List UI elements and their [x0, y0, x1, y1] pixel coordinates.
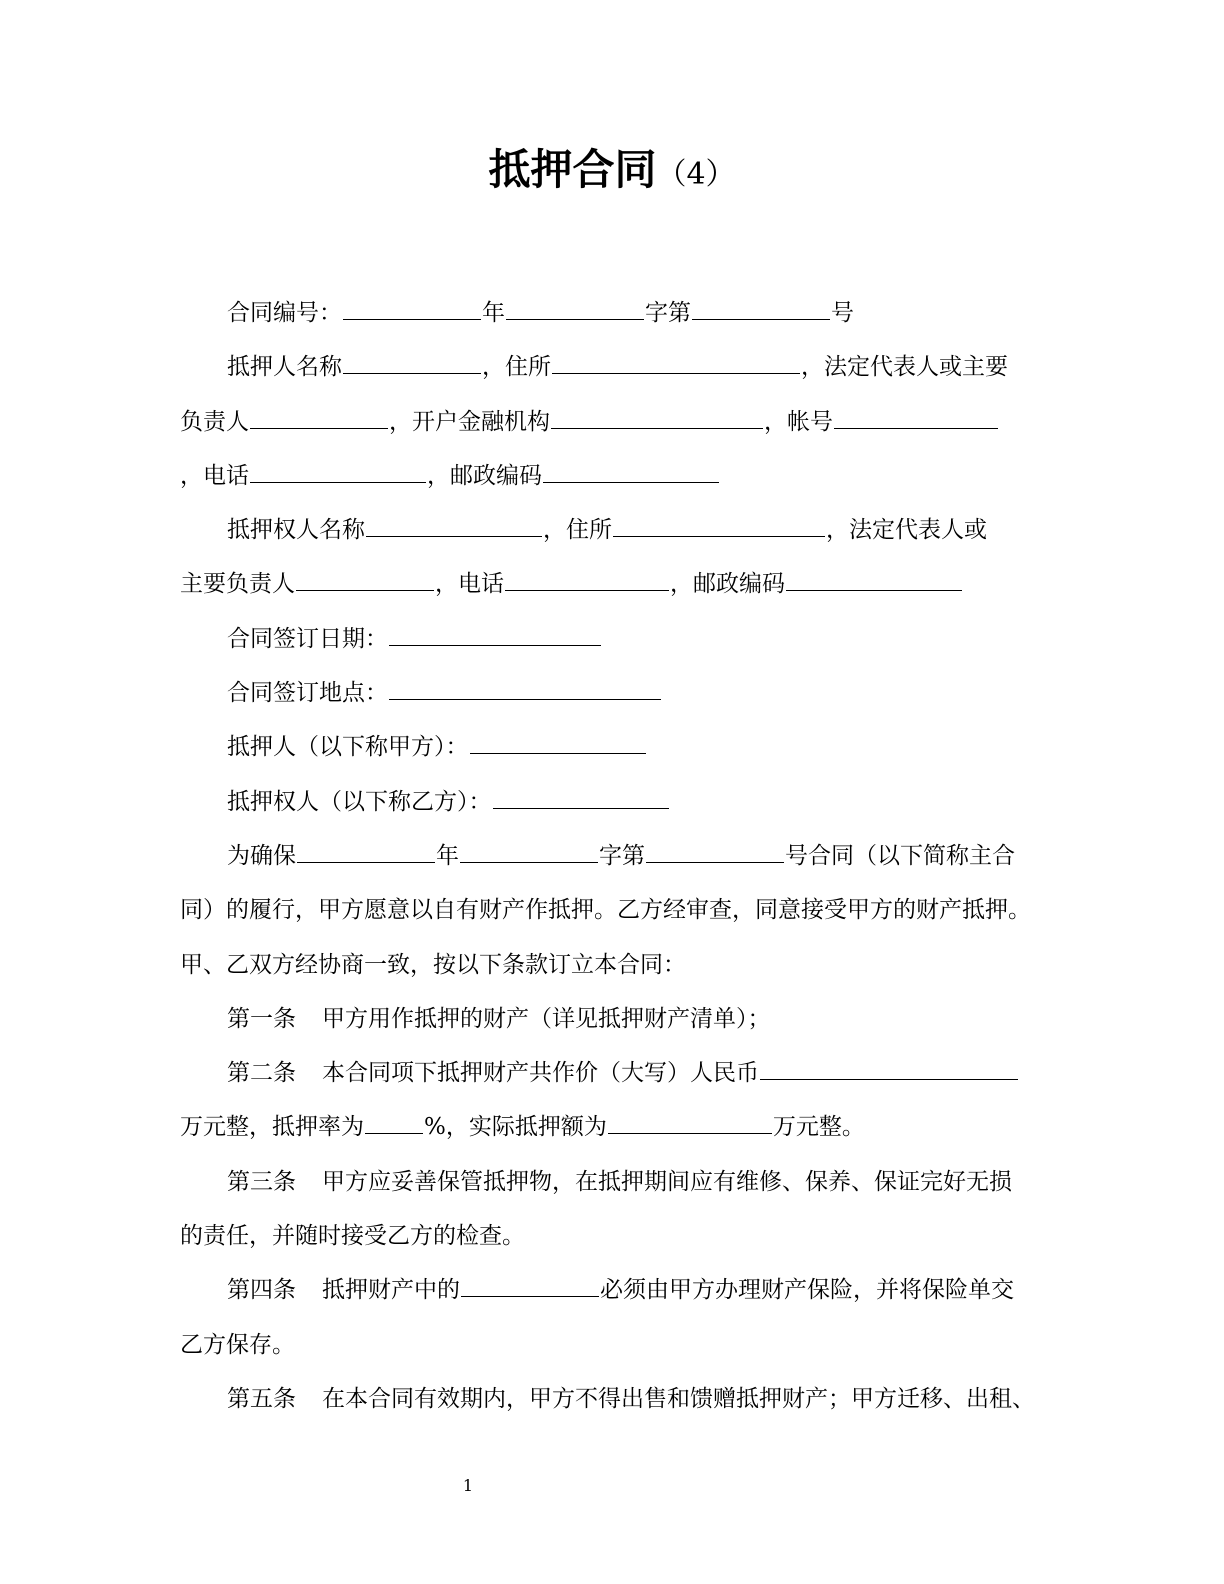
- signing-place-blank[interactable]: [389, 669, 661, 700]
- insured-property-blank[interactable]: [461, 1266, 599, 1297]
- preamble-zi-di-label: 字第: [599, 842, 645, 869]
- article-3-number: 第三条: [227, 1168, 296, 1195]
- preamble-line-2: 同）的履行，甲方愿意以自有财产作抵押。乙方经审查，同意接受甲方的财产抵押。: [180, 897, 1031, 924]
- article-1-number: 第一条: [227, 1005, 296, 1032]
- signing-date-line: [180, 612, 1060, 666]
- preamble-part1: 为确保: [227, 842, 296, 869]
- document-title: [0, 140, 1224, 205]
- preamble-line-3: 甲、乙双方经协商一致，按以下条款订立本合同：: [180, 951, 686, 978]
- zi-di-label: 字第: [645, 300, 691, 326]
- mortgagor-address-blank[interactable]: [552, 343, 800, 374]
- preamble-zi-blank[interactable]: [460, 832, 598, 863]
- page-number: 1: [462, 1476, 474, 1495]
- mortgagor-name-blank[interactable]: [343, 343, 481, 374]
- mortgagor-responsible-label: 负责人: [180, 408, 249, 435]
- article-1: [180, 992, 1060, 1046]
- hao-label: 号: [831, 300, 854, 326]
- actual-amount-blank[interactable]: [608, 1103, 772, 1134]
- contract-body: [180, 286, 1060, 1426]
- rmb-amount-blank[interactable]: [760, 1049, 1018, 1080]
- mortgagee-address-blank[interactable]: [613, 506, 825, 537]
- title-number: （4）: [656, 157, 736, 192]
- mortgagor-line-2: [180, 395, 1060, 449]
- article-3-text: 甲方应妥善保管抵押物，在抵押期间应有维修、保养、保证完好无损: [322, 1168, 1012, 1195]
- contract-number-label: 合同编号：: [227, 300, 342, 326]
- signing-place-line: [180, 666, 1060, 720]
- contract-year-blank[interactable]: [343, 289, 481, 320]
- contract-number-line: [180, 286, 1060, 340]
- mortgagor-legal-rep-label: ，法定代表人或主要: [801, 354, 1008, 381]
- article-2-line-2: [180, 1100, 1060, 1154]
- mortgagor-postal-blank[interactable]: [543, 452, 719, 483]
- preamble-year-blank[interactable]: [297, 832, 435, 863]
- party-b-line: [180, 775, 1060, 829]
- contract-no-blank[interactable]: [692, 289, 830, 320]
- preamble-part2: 号合同（以下简称主合: [785, 842, 1015, 869]
- article-5-number: 第五条: [227, 1385, 296, 1412]
- mortgagee-postal-label: ，邮政编码: [670, 571, 785, 598]
- mortgagee-line-1: [180, 503, 1060, 557]
- mortgagee-phone-label: ，电话: [435, 571, 504, 598]
- mortgagor-account-blank[interactable]: [834, 398, 998, 429]
- title-text: 抵押合同: [488, 145, 657, 194]
- mortgagor-bank-blank[interactable]: [551, 398, 763, 429]
- mortgagor-account-label: ，帐号: [764, 408, 833, 435]
- article-3: [180, 1155, 1060, 1209]
- mortgage-rate-blank[interactable]: [365, 1103, 423, 1134]
- mortgagor-postal-label: ，邮政编码: [427, 462, 542, 489]
- article-2-text: 本合同项下抵押财产共作价（大写）人民币: [322, 1060, 759, 1087]
- mortgagee-responsible-label: 主要负责人: [180, 571, 295, 598]
- year-label: 年: [482, 300, 505, 326]
- mortgagor-name-label: 抵押人名称: [227, 354, 342, 381]
- article-4-number: 第四条: [227, 1277, 296, 1304]
- article-4-part2: 必须由甲方办理财产保险，并将保险单交: [600, 1277, 1014, 1304]
- mortgagee-phone-blank[interactable]: [505, 560, 669, 591]
- mortgagor-phone-blank[interactable]: [250, 452, 426, 483]
- mortgagor-responsible-blank[interactable]: [250, 398, 388, 429]
- article-5-text: 在本合同有效期内，甲方不得出售和馈赠抵押财产；甲方迁移、出租、: [322, 1385, 1035, 1412]
- mortgagee-postal-blank[interactable]: [786, 560, 962, 591]
- article-2-part3: 万元整。: [772, 1114, 865, 1141]
- mortgagor-line-3: [180, 449, 1060, 503]
- mortgagee-line-2: [180, 557, 1060, 611]
- mortgagee-name-blank[interactable]: [366, 506, 542, 537]
- mortgagee-legal-rep-label: ，法定代表人或: [826, 517, 987, 544]
- preamble-no-blank[interactable]: [646, 832, 784, 863]
- signing-date-blank[interactable]: [389, 615, 601, 646]
- article-2-number: 第二条: [227, 1060, 296, 1087]
- mortgagor-bank-label: ，开户金融机构: [389, 408, 550, 435]
- party-b-blank[interactable]: [493, 778, 669, 809]
- signing-place-label: 合同签订地点：: [227, 680, 388, 707]
- party-b-label: 抵押权人（以下称乙方）：: [227, 788, 492, 815]
- contract-zi-blank[interactable]: [506, 289, 644, 320]
- article-3-line-2: 的责任，并随时接受乙方的检查。: [180, 1223, 525, 1250]
- article-2-part1: 万元整，抵押率为: [180, 1114, 364, 1141]
- mortgagor-line-1: [180, 340, 1060, 394]
- mortgagee-address-label: ，住所: [543, 517, 612, 544]
- preamble-year-label: 年: [436, 842, 459, 869]
- party-a-blank[interactable]: [470, 723, 646, 754]
- party-a-line: [180, 720, 1060, 774]
- mortgagor-address-label: ，住所: [482, 354, 551, 381]
- article-5: [180, 1372, 1060, 1426]
- article-1-text: 甲方用作抵押的财产（详见抵押财产清单）；: [322, 1005, 771, 1032]
- article-2: [180, 1046, 1060, 1100]
- preamble-line-1: [180, 829, 1060, 883]
- mortgagee-name-label: 抵押权人名称: [227, 517, 365, 544]
- signing-date-label: 合同签订日期：: [227, 625, 388, 652]
- mortgagor-phone-label: ，电话: [180, 462, 249, 489]
- article-2-part2: %，实际抵押额为: [424, 1114, 607, 1141]
- mortgagee-responsible-blank[interactable]: [296, 560, 434, 591]
- article-4-line-2: 乙方保存。: [180, 1331, 295, 1358]
- article-4-part1: 抵押财产中的: [322, 1277, 460, 1304]
- party-a-label: 抵押人（以下称甲方）：: [227, 734, 469, 761]
- article-4: [180, 1263, 1060, 1317]
